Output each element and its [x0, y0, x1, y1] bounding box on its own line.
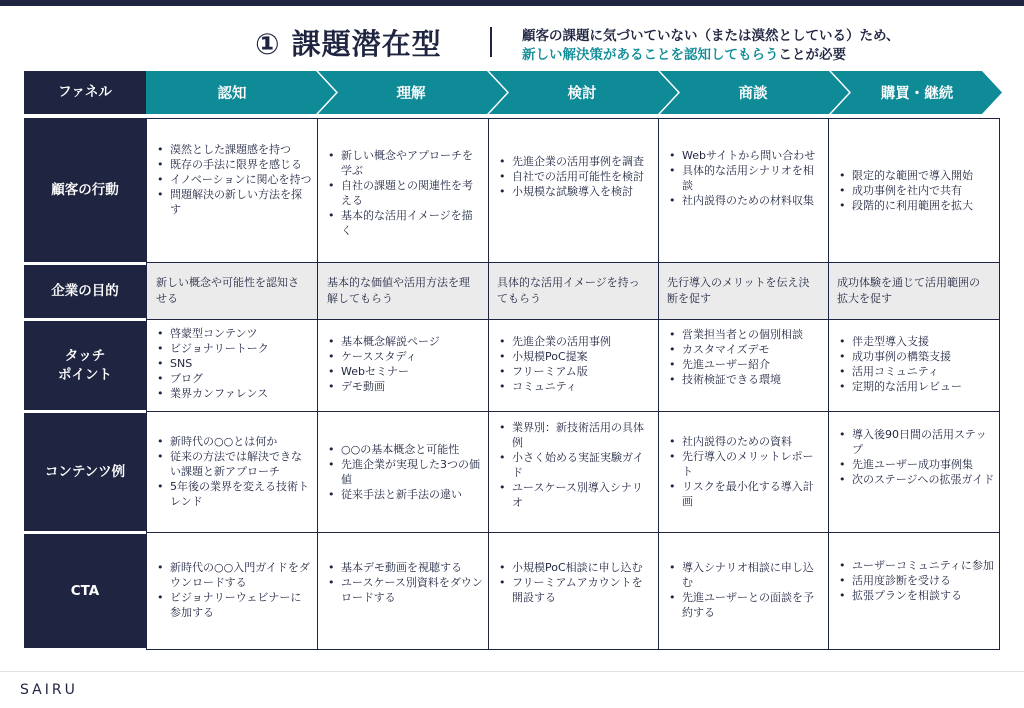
grid-line — [828, 118, 829, 650]
list-item: • 活用度診断を受ける — [836, 573, 996, 588]
behavior-cell-2 — [325, 148, 483, 238]
cta-cell-3 — [496, 560, 652, 605]
stage-consideration: 検討 — [567, 86, 597, 102]
behavior-cell-5 — [836, 168, 996, 213]
grid-line — [317, 118, 318, 650]
purpose-cell-4: 先行導入のメリットを伝え決断を促す — [667, 276, 810, 305]
list-item: • 先行導入のメリットレポート — [666, 449, 822, 479]
list-item: • Webサイトから問い合わせ — [666, 148, 822, 163]
list-item: • 導入シナリオ相談に申し込む — [666, 560, 822, 590]
list-item: • 従来手法と新手法の違い — [325, 487, 483, 502]
list-item: • フリーミアムアカウントを開設する — [496, 575, 652, 605]
list-item: • 啓蒙型コンテンツ — [154, 326, 312, 341]
purpose-cell-2: 基本的な価値や活用方法を理解してもらう — [327, 276, 470, 305]
list-item: • 営業担当者との個別相談 — [666, 327, 822, 342]
touchpoint-cell-5 — [836, 334, 996, 394]
list-item: • Webセミナー — [325, 364, 483, 379]
grid-line — [658, 118, 659, 650]
list-item: • ブログ — [154, 371, 312, 386]
row-label-purpose — [24, 265, 146, 318]
list-item: • 活用コミュニティ — [836, 364, 996, 379]
grid-line — [146, 319, 1000, 320]
row-label-behavior-text: 顧客の行動 — [51, 181, 119, 198]
purpose-cell-1: 新しい概念や可能性を認知させる — [156, 276, 299, 305]
cta-cell-4 — [666, 560, 822, 620]
list-item: • 導入後90日間の活用ステップ — [836, 427, 996, 457]
title-divider — [490, 27, 492, 57]
row-label-purpose-text: 企業の目的 — [51, 283, 119, 300]
list-item: • ビジョナリーウェビナーに参加する — [154, 590, 312, 620]
list-item: • 業界別：新技術活用の具体例 — [496, 420, 652, 450]
subtitle-line-2 — [522, 43, 846, 63]
list-item: • 先進企業の活用事例 — [496, 334, 652, 349]
list-item: • 定期的な活用レビュー — [836, 379, 996, 394]
list-item: • 新時代の○○とは何か — [154, 434, 312, 449]
content-cell-2 — [325, 442, 483, 502]
brand-logo: SAIRU — [20, 682, 78, 698]
list-item: • 問題解決の新しい方法を探す — [154, 187, 312, 217]
list-item: • 社内説得のための資料 — [666, 434, 822, 449]
list-item: • 小規模PoC提案 — [496, 349, 652, 364]
list-item: • 先進ユーザー紹介 — [666, 357, 822, 372]
list-item: • 自社での活用可能性を検討 — [496, 169, 652, 184]
list-item: • 段階的に利用範囲を拡大 — [836, 198, 996, 213]
list-item: • 小規模PoC相談に申し込む — [496, 560, 652, 575]
content-cell-1 — [154, 434, 312, 509]
list-item: • 5年後の業界を変える技術トレンド — [154, 479, 312, 509]
cta-cell-5 — [836, 558, 996, 603]
top-accent-bar — [0, 0, 1024, 6]
list-item: • 基本的な活用イメージを描く — [325, 208, 483, 238]
cta-cell-2 — [325, 560, 483, 605]
funnel-label-text: ファネル — [58, 84, 112, 101]
list-item: • ユースケース別資料をダウンロードする — [325, 575, 483, 605]
row-label-content-text: コンテンツ例 — [44, 463, 126, 480]
list-item: • 基本デモ動画を視聴する — [325, 560, 483, 575]
content-cell-3 — [496, 420, 652, 510]
list-item: • 社内説得のための材料収集 — [666, 193, 822, 208]
row-label-cta-text: CTA — [70, 582, 100, 599]
subtitle-highlight: 新しい解決策があることを認知してもらう — [522, 47, 779, 63]
list-item: • 先進ユーザー成功事例集 — [836, 457, 996, 472]
funnel-label — [24, 71, 146, 114]
list-item: • 限定的な範囲で導入開始 — [836, 168, 996, 183]
row-label-touchpoint — [24, 321, 146, 410]
list-item: • フリーミアム版 — [496, 364, 652, 379]
row-label-behavior — [24, 118, 146, 262]
stage-purchase-retention: 購買・継続 — [880, 86, 954, 102]
list-item: • 新時代の○○入門ガイドをダウンロードする — [154, 560, 312, 590]
list-item: • ○○の基本概念と可能性 — [325, 442, 483, 457]
behavior-cell-1 — [154, 142, 312, 217]
list-item: • 小規模な試験導入を検討 — [496, 184, 652, 199]
list-item: • 成功事例を社内で共有 — [836, 183, 996, 198]
grid-line — [146, 532, 1000, 533]
touchpoint-cell-1 — [154, 326, 312, 401]
list-item: • デモ動画 — [325, 379, 483, 394]
grid-line — [146, 649, 1000, 650]
list-item: • 基本概念解説ページ — [325, 334, 483, 349]
subtitle-rest: ことが必要 — [778, 47, 846, 63]
list-item: • ケーススタディ — [325, 349, 483, 364]
list-item: • イノベーションに関心を持つ — [154, 172, 312, 187]
grid-line — [488, 118, 489, 650]
touchpoint-cell-4 — [666, 327, 822, 387]
list-item: • カスタマイズデモ — [666, 342, 822, 357]
touchpoint-cell-3 — [496, 334, 652, 394]
purpose-cell-5: 成功体験を通じて活用範囲の拡大を促す — [837, 276, 980, 305]
list-item: • リスクを最小化する導入計画 — [666, 479, 822, 509]
content-cell-5 — [836, 427, 996, 487]
grid-line — [146, 262, 1000, 263]
grid-line — [146, 411, 1000, 412]
list-item: • 漠然とした課題感を持つ — [154, 142, 312, 157]
grid-line — [146, 118, 147, 650]
list-item: • 従来の方法では解決できない課題と新アプローチ — [154, 449, 312, 479]
list-item: • 拡張プランを相談する — [836, 588, 996, 603]
list-item: • 業界カンファレンス — [154, 386, 312, 401]
subtitle-line-1: 顧客の課題に気づいていない（または漠然としている）ため、 — [522, 28, 900, 44]
stage-understanding: 理解 — [396, 86, 426, 102]
grid-line — [146, 118, 1000, 119]
list-item: • 先進ユーザーとの面談を予約する — [666, 590, 822, 620]
page-title: ① 課題潜在型 — [255, 27, 442, 61]
list-item: • 先進企業の活用事例を調査 — [496, 154, 652, 169]
cta-cell-1 — [154, 560, 312, 620]
list-item: • ユーザーコミュニティに参加 — [836, 558, 996, 573]
list-item: • 伴走型導入支援 — [836, 334, 996, 349]
list-item: • 新しい概念やアプローチを学ぶ — [325, 148, 483, 178]
footer-divider — [0, 671, 1024, 672]
list-item: • コミュニティ — [496, 379, 652, 394]
row-label-cta — [24, 534, 146, 648]
content-cell-4 — [666, 434, 822, 509]
stage-negotiation: 商談 — [738, 86, 768, 102]
grid-line — [999, 118, 1000, 650]
behavior-cell-4 — [666, 148, 822, 208]
stage-awareness: 認知 — [217, 86, 247, 102]
list-item: • 自社の課題との関連性を考える — [325, 178, 483, 208]
touchpoint-cell-2 — [325, 334, 483, 394]
row-label-content — [24, 413, 146, 531]
row-label-touchpoint-line1: タッチ — [64, 348, 106, 365]
list-item: • 先進企業が実現した3つの価値 — [325, 457, 483, 487]
list-item: • ユースケース別導入シナリオ — [496, 480, 652, 510]
list-item: • 技術検証できる環境 — [666, 372, 822, 387]
row-label-touchpoint-line2: ポイント — [58, 366, 112, 383]
behavior-cell-3 — [496, 154, 652, 199]
list-item: • SNS — [154, 356, 312, 371]
list-item: • 次のステージへの拡張ガイド — [836, 472, 996, 487]
purpose-cell-3: 具体的な活用イメージを持ってもらう — [497, 276, 640, 305]
list-item: • 具体的な活用シナリオを相談 — [666, 163, 822, 193]
list-item: • 小さく始める実証実験ガイド — [496, 450, 652, 480]
list-item: • 既存の手法に限界を感じる — [154, 157, 312, 172]
list-item: • ビジョナリートーク — [154, 341, 312, 356]
list-item: • 成功事例の構築支援 — [836, 349, 996, 364]
